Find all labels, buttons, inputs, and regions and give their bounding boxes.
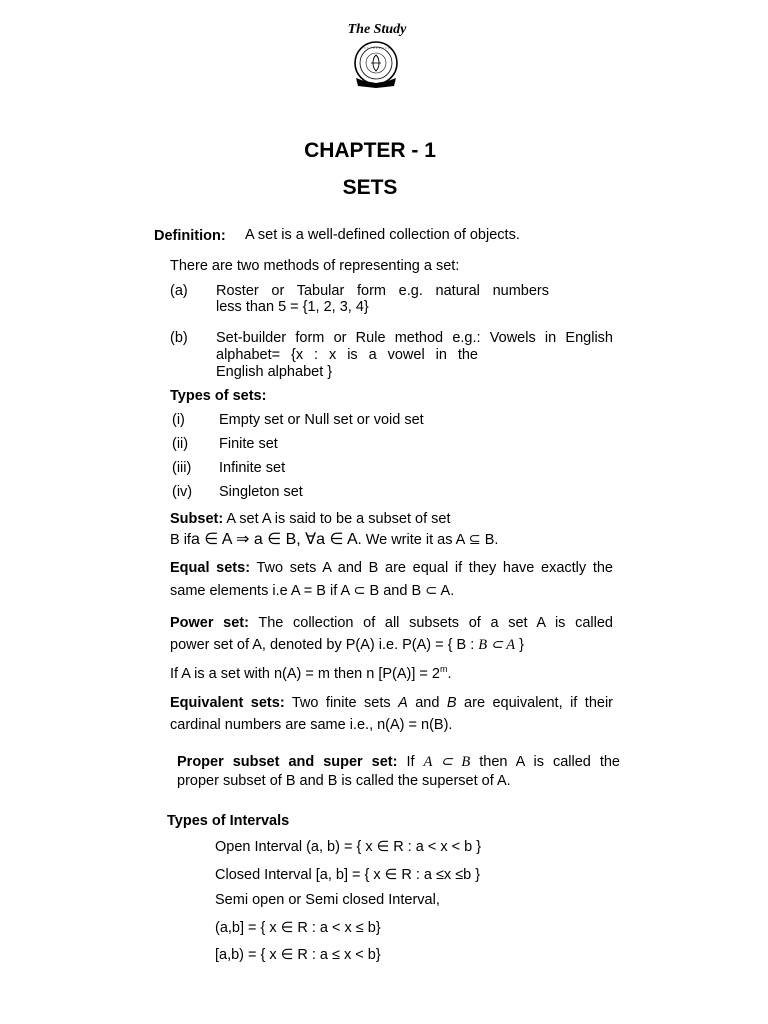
types-marker: (ii) <box>172 436 189 452</box>
power-line3-end: . <box>447 666 452 682</box>
types-heading: Types of sets: <box>170 388 267 404</box>
types-marker: (i) <box>172 412 185 428</box>
interval-line: (a,b] = { x ∈ R : a < x ≤ b} <box>215 920 381 936</box>
equivalent-text-a: Two finite sets <box>284 695 399 711</box>
method-a-marker: (a) <box>170 283 188 299</box>
interval-line: Semi open or Semi closed Interval, <box>215 892 440 908</box>
types-marker: (iii) <box>172 460 192 476</box>
equivalent-set-a: A <box>398 695 408 711</box>
subset-label: Subset: <box>170 511 224 527</box>
types-marker: (iv) <box>172 484 193 500</box>
methods-intro: There are two methods of representing a set: <box>170 258 460 274</box>
equivalent-label: Equivalent sets: <box>170 695 285 711</box>
proper-text-a: If <box>397 754 424 770</box>
equal-label: Equal sets: <box>170 560 251 576</box>
power-line3-text: If A is a set with n(A) = m then n [P(A)] = 2 <box>170 666 440 682</box>
equivalent-text-b: and <box>407 695 447 711</box>
types-item: Empty set or Null set or void set <box>219 412 424 428</box>
equivalent-line1 <box>170 695 613 711</box>
chapter-title: SETS <box>342 176 398 199</box>
power-exponent: m <box>439 664 448 674</box>
power-label: Power set: <box>170 615 249 631</box>
subset-formula: a ∈ A ⇒ a ∈ B, ∀a ∈ A <box>190 531 358 548</box>
equivalent-set-b: B <box>446 695 457 711</box>
subset-line1 <box>170 511 451 527</box>
interval-line: [a,b) = { x ∈ R : a ≤ x < b} <box>215 947 381 963</box>
power-line2-end: } <box>515 637 525 653</box>
interval-line: Closed Interval [a, b] = { x ∈ R : a ≤x ≤b } <box>215 867 481 883</box>
definition-label: Definition: <box>154 228 226 244</box>
method-a-line2: less than 5 = {1, 2, 3, 4} <box>216 299 369 315</box>
institution-seal-logo <box>347 40 405 90</box>
subset-text: A set A is said to be a subset of set <box>223 511 451 527</box>
power-line2-start: power set of A, denoted by P(A) i.e. P(A) = { B : <box>170 637 479 653</box>
power-line1 <box>170 615 613 631</box>
proper-formula: A ⊂ B <box>423 754 471 770</box>
types-item: Infinite set <box>219 460 286 476</box>
types-item: Singleton set <box>219 484 303 500</box>
header-title: The Study <box>347 22 407 37</box>
types-item: Finite set <box>219 436 278 452</box>
equal-line1 <box>170 560 613 576</box>
proper-label: Proper subset and super set: <box>177 754 398 770</box>
proper-line1 <box>177 754 620 771</box>
power-line2 <box>170 637 524 654</box>
method-b-line3: English alphabet } <box>216 364 333 380</box>
chapter-number: CHAPTER - 1 <box>304 139 436 162</box>
equivalent-line2: cardinal numbers are same i.e., n(A) = n(B). <box>170 717 453 733</box>
proper-line2: proper subset of B and B is called the superset of A. <box>177 773 511 789</box>
power-formula: B ⊂ A <box>478 637 516 653</box>
intervals-heading: Types of Intervals <box>167 813 290 829</box>
proper-text-b: then A is called the <box>470 754 620 770</box>
subset-line2-end: . We write it as A ⊆ B. <box>357 532 499 548</box>
definition-text: A set is a well-defined collection of objects. <box>245 227 520 243</box>
equal-line2: same elements i.e A = B if A ⊂ B and B ⊂ A. <box>170 583 455 599</box>
subset-line2-start: B if <box>170 532 191 548</box>
equivalent-text-c: are equivalent, if their <box>456 695 614 711</box>
method-b-marker: (b) <box>170 330 188 346</box>
method-b-line1: Set-builder form or Rule method e.g.: Vowels in English <box>216 330 613 346</box>
power-text: The collection of all subsets of a set A is called <box>248 615 613 631</box>
subset-line2 <box>170 529 498 549</box>
power-line3 <box>170 666 452 682</box>
method-a-line1: Roster or Tabular form e.g. natural numbers <box>216 283 549 299</box>
method-b-line2: alphabet= {x : x is a vowel in the <box>216 347 478 363</box>
equal-text: Two sets A and B are equal if they have exactly the <box>250 560 614 576</box>
interval-line: Open Interval (a, b) = { x ∈ R : a < x < b } <box>215 839 482 855</box>
